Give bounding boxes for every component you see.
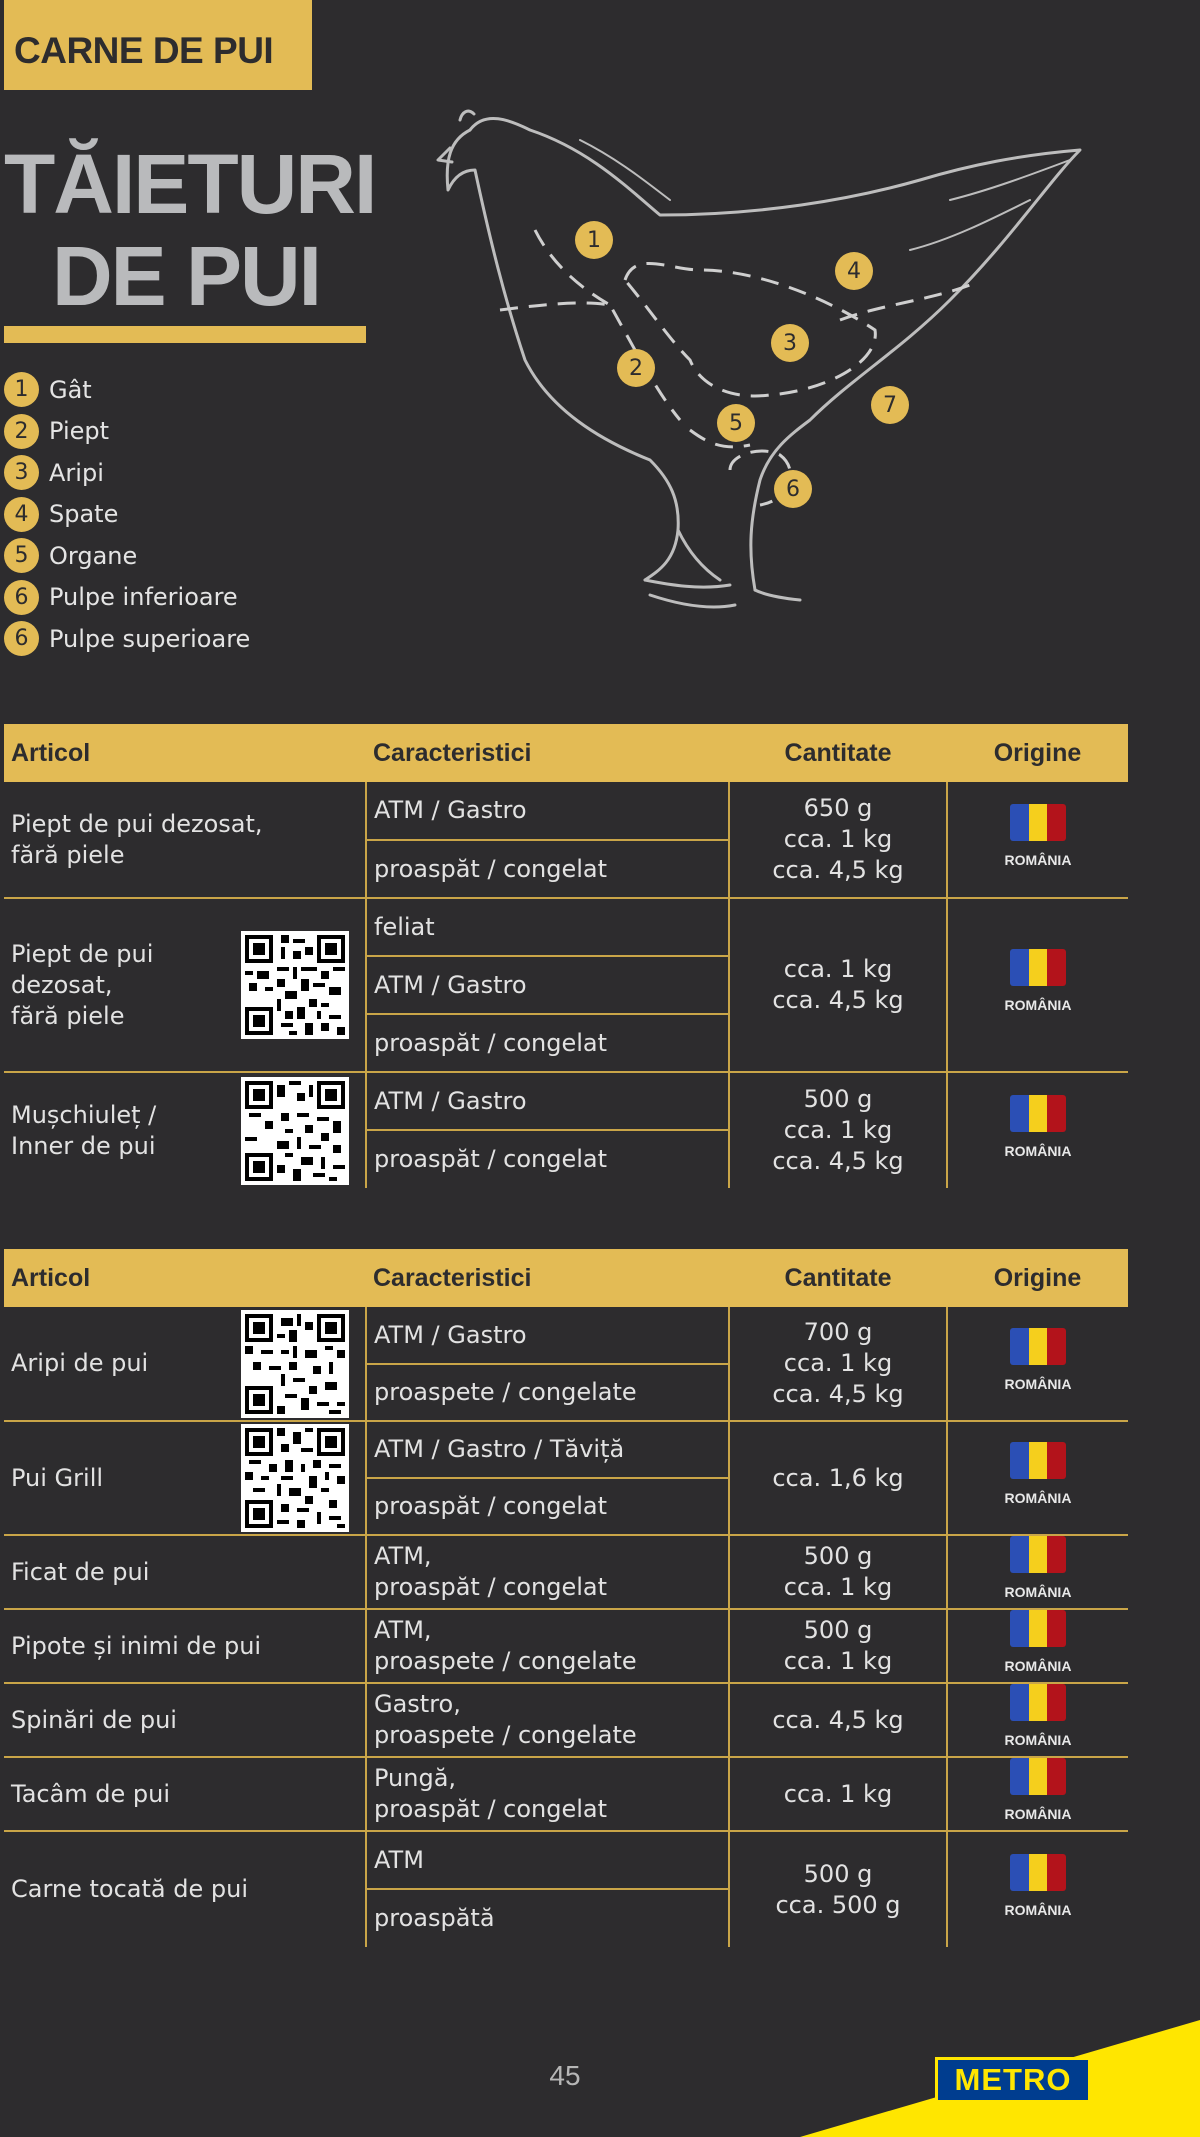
table-row <box>4 1307 1128 1364</box>
table-row <box>4 898 1128 956</box>
quantity-text: cca. 1 kg cca. 4,5 kg <box>729 898 947 1072</box>
table-row <box>4 1072 1128 1130</box>
table-row <box>4 1757 1128 1831</box>
feature-text: proaspăt / congelat <box>366 840 729 898</box>
feature-text: proaspete / congelate <box>366 1364 729 1421</box>
column-header-quantity: Cantitate <box>729 1249 947 1307</box>
quantity-text: 700 g cca. 1 kg cca. 4,5 kg <box>729 1307 947 1421</box>
article-cell <box>4 1421 366 1535</box>
article-name: Tacâm de pui <box>4 1757 366 1831</box>
romania-flag-icon <box>1010 1684 1066 1721</box>
chicken-outline-icon <box>430 100 1090 660</box>
origin-label: ROMÂNIA <box>1004 997 1072 1013</box>
legend-label: Gât <box>49 375 92 404</box>
feature-text: ATM <box>366 1831 729 1889</box>
article-name: Carne tocată de pui <box>4 1831 366 1947</box>
column-header-quantity: Cantitate <box>729 724 947 782</box>
origin-label: ROMÂNIA <box>1004 1806 1072 1822</box>
article-cell <box>4 898 366 1072</box>
column-header-origin: Origine <box>947 1249 1128 1307</box>
legend-number: 6 <box>4 580 39 615</box>
origin-cell <box>947 1307 1128 1421</box>
romania-flag-icon <box>1010 804 1066 841</box>
table-row <box>4 1609 1128 1683</box>
cuts-legend <box>4 369 250 660</box>
legend-item <box>4 494 250 536</box>
romania-flag-icon <box>1010 1854 1066 1891</box>
chicken-cuts-diagram <box>430 100 1090 660</box>
legend-label: Aripi <box>49 458 104 487</box>
column-header-article: Articol <box>4 1249 366 1307</box>
table-row <box>4 1421 1128 1478</box>
legend-label: Organe <box>49 541 138 570</box>
quantity-text: cca. 4,5 kg <box>729 1683 947 1757</box>
feature-text: feliat <box>366 898 729 956</box>
legend-item <box>4 411 250 453</box>
legend-label: Pulpe superioare <box>49 624 251 653</box>
feature-text: ATM / Gastro <box>366 1072 729 1130</box>
romania-flag-icon <box>1010 1442 1066 1479</box>
legend-item <box>4 369 250 411</box>
legend-number: 1 <box>4 372 39 407</box>
cut-marker: 2 <box>617 349 655 387</box>
table-row <box>4 782 1128 840</box>
origin-cell <box>947 1421 1128 1535</box>
feature-text: Pungă, proaspăt / congelat <box>366 1757 729 1831</box>
feature-text: proaspăt / congelat <box>366 1014 729 1072</box>
cut-marker: 5 <box>717 404 755 442</box>
feature-text: ATM / Gastro <box>366 956 729 1014</box>
column-header-origin: Origine <box>947 724 1128 782</box>
origin-label: ROMÂNIA <box>1004 1584 1072 1600</box>
column-header-features: Caracteristici <box>366 724 729 782</box>
legend-number: 2 <box>4 414 39 449</box>
table-header-row <box>4 1249 1128 1307</box>
legend-label: Piept <box>49 417 110 446</box>
feature-text: proaspăt / congelat <box>366 1130 729 1188</box>
origin-label: ROMÂNIA <box>1004 851 1072 868</box>
legend-item <box>4 452 250 494</box>
title-underline <box>4 326 366 343</box>
feature-text: ATM, proaspăt / congelat <box>366 1535 729 1609</box>
quantity-text: cca. 1,6 kg <box>729 1421 947 1535</box>
metro-logo: METRO <box>935 2057 1091 2103</box>
origin-cell <box>947 1831 1128 1947</box>
qr-code-icon[interactable] <box>241 1310 349 1418</box>
page-number: 45 <box>549 2060 581 2091</box>
article-name: Ficat de pui <box>4 1535 366 1609</box>
quantity-text: 500 g cca. 1 kg <box>729 1609 947 1683</box>
origin-cell <box>947 1072 1128 1188</box>
origin-cell <box>947 1535 1128 1609</box>
legend-item <box>4 577 250 619</box>
origin-label: ROMÂNIA <box>1004 1901 1072 1918</box>
feature-text: ATM / Gastro <box>366 1307 729 1364</box>
table-row <box>4 1831 1128 1889</box>
romania-flag-icon <box>1010 1095 1066 1132</box>
article-name: Piept de pui dezosat, fără piele <box>11 809 263 869</box>
page-title <box>4 137 376 323</box>
table-row <box>4 1535 1128 1609</box>
cut-marker: 1 <box>575 221 613 259</box>
article-name: Pipote și inimi de pui <box>4 1609 366 1683</box>
origin-label: ROMÂNIA <box>1004 1490 1072 1506</box>
legend-number: 5 <box>4 538 39 573</box>
romania-flag-icon <box>1010 1328 1066 1365</box>
article-cell <box>4 1072 366 1188</box>
article-name: Pui Grill <box>11 1463 104 1492</box>
qr-code-icon[interactable] <box>241 1424 349 1532</box>
feature-text: Gastro, proaspete / congelate <box>366 1683 729 1757</box>
quantity-text: 500 g cca. 1 kg cca. 4,5 kg <box>729 1072 947 1188</box>
quantity-text: 650 g cca. 1 kg cca. 4,5 kg <box>729 782 947 898</box>
origin-label: ROMÂNIA <box>1004 1142 1072 1159</box>
quantity-text: 500 g cca. 500 g <box>729 1831 947 1947</box>
article-name: Mușchiuleț / Inner de pui <box>11 1100 157 1160</box>
origin-cell <box>947 898 1128 1072</box>
origin-cell <box>947 1757 1128 1831</box>
table-header-row <box>4 724 1128 782</box>
quantity-text: 500 g cca. 1 kg <box>729 1535 947 1609</box>
cut-marker: 4 <box>835 252 873 290</box>
products-table-1 <box>4 724 1128 1188</box>
qr-code-icon[interactable] <box>241 931 349 1039</box>
article-name: Spinări de pui <box>4 1683 366 1757</box>
legend-number: 4 <box>4 497 39 532</box>
feature-text: ATM, proaspete / congelate <box>366 1609 729 1683</box>
cut-marker: 7 <box>871 386 909 424</box>
origin-cell <box>947 1683 1128 1757</box>
page-title-line2: DE PUI <box>51 229 321 323</box>
cut-marker: 6 <box>774 470 812 508</box>
feature-text: proaspătă <box>366 1889 729 1947</box>
article-name: Piept de pui dezosat, fără piele <box>11 939 154 1030</box>
qr-code-icon[interactable] <box>241 1077 349 1185</box>
origin-cell <box>947 1609 1128 1683</box>
origin-cell <box>947 782 1128 898</box>
products-table-2 <box>4 1249 1128 1947</box>
romania-flag-icon <box>1010 1536 1066 1573</box>
legend-item <box>4 535 250 577</box>
column-header-features: Caracteristici <box>366 1249 729 1307</box>
legend-label: Spate <box>49 500 119 529</box>
romania-flag-icon <box>1010 1610 1066 1647</box>
legend-number: 3 <box>4 455 39 490</box>
legend-number: 6 <box>4 621 39 656</box>
table-row <box>4 1683 1128 1757</box>
romania-flag-icon <box>1010 949 1066 986</box>
quantity-text: cca. 1 kg <box>729 1757 947 1831</box>
column-header-article: Articol <box>4 724 366 782</box>
cut-marker: 3 <box>771 324 809 362</box>
feature-text: ATM / Gastro / Tăviță <box>366 1421 729 1478</box>
feature-text: proaspăt / congelat <box>366 1478 729 1535</box>
origin-label: ROMÂNIA <box>1004 1658 1072 1674</box>
legend-item <box>4 618 250 660</box>
legend-label: Pulpe inferioare <box>49 583 238 612</box>
feature-text: ATM / Gastro <box>366 782 729 840</box>
romania-flag-icon <box>1010 1758 1066 1795</box>
article-name: Aripi de pui <box>11 1349 149 1377</box>
article-cell <box>4 1307 366 1421</box>
category-tag: CARNE DE PUI <box>4 0 312 90</box>
page-title-line1: TĂIETURI <box>4 137 376 231</box>
origin-label: ROMÂNIA <box>1004 1732 1072 1748</box>
origin-label: ROMÂNIA <box>1004 1375 1072 1392</box>
